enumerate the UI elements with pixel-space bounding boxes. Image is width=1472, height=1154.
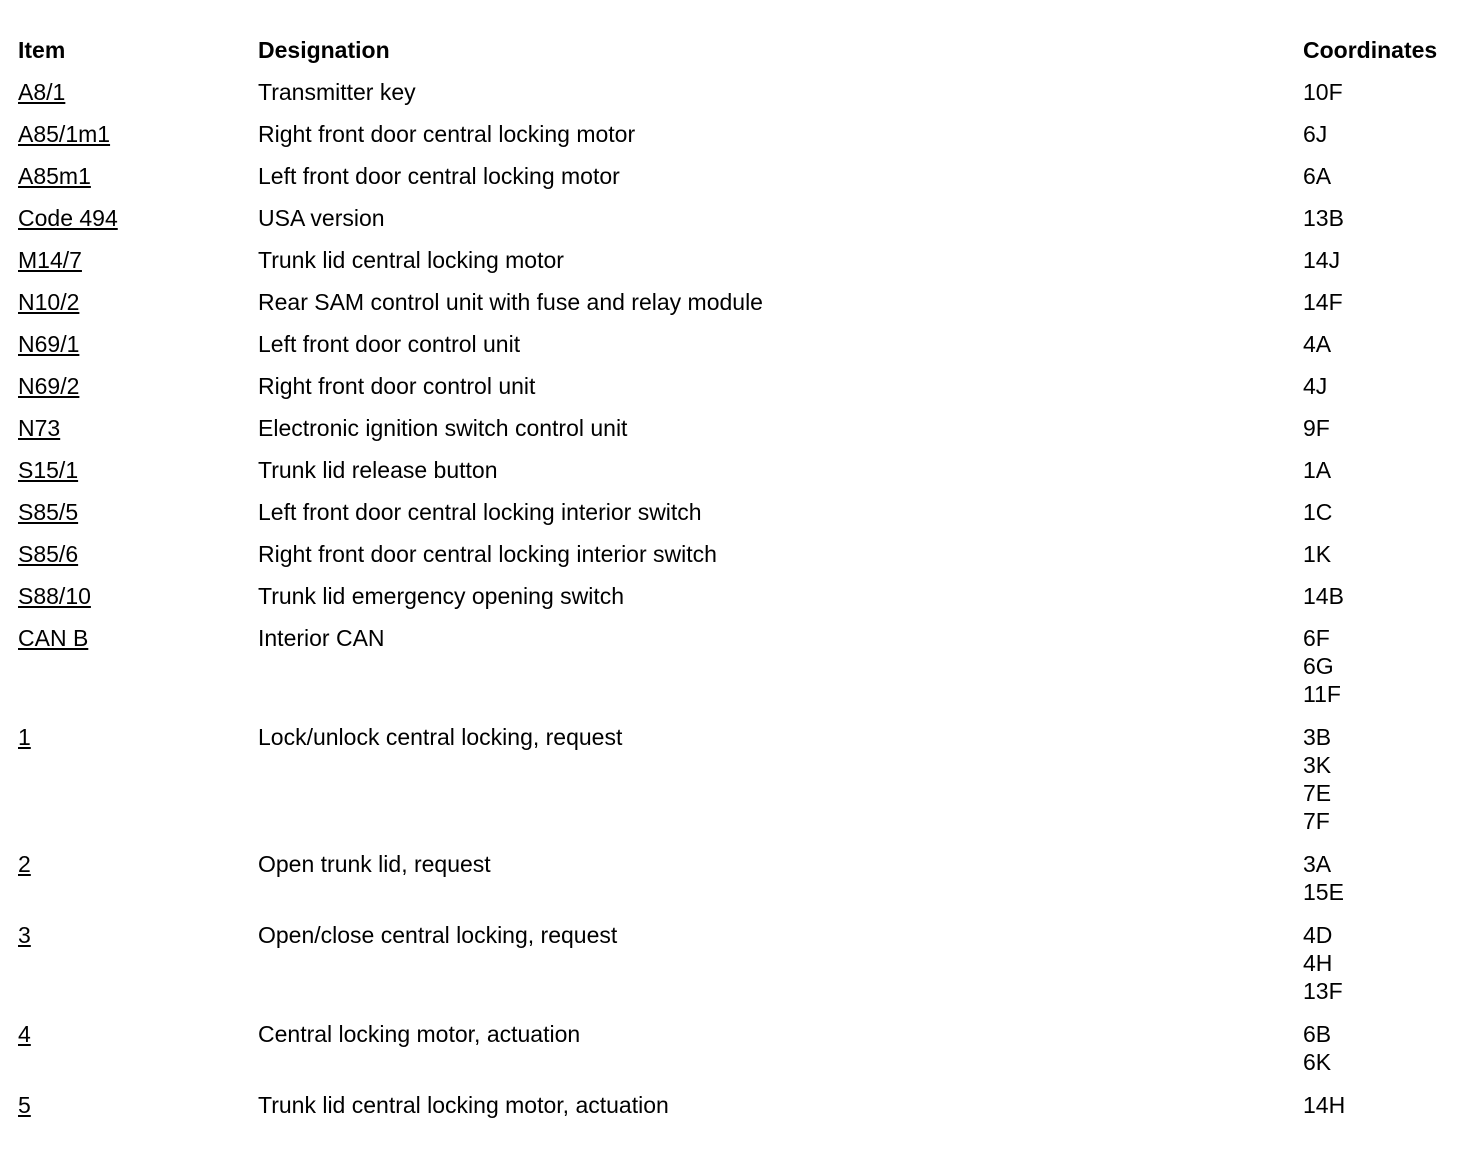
coordinate-value: 10F [1303,79,1343,105]
designation-cell: Open trunk lid, request [258,851,491,877]
designation-cell: Electronic ignition switch control unit [258,415,628,441]
legend-row [18,456,1458,484]
designation-cell: Left front door central locking motor [258,163,620,189]
legend-row [18,850,1458,906]
coordinates-cell [1303,288,1458,316]
item-cell [18,456,258,484]
legend-row [18,540,1458,568]
designation-cell: Trunk lid central locking motor, actuation [258,1092,669,1118]
item-cell [18,1020,258,1048]
coordinates-cell [1303,921,1458,1005]
coordinate-value: 14F [1303,289,1343,315]
item-cell [18,624,258,652]
item-cell [18,921,258,949]
coordinates-cell [1303,540,1458,568]
legend-rows [18,78,1458,1119]
designation-cell: Left front door central locking interior switch [258,499,702,525]
item-link[interactable]: A8/1 [18,79,66,105]
legend-row [18,498,1458,526]
coordinates-cell [1303,78,1458,106]
coordinate-value: 7E [1303,780,1332,806]
coordinate-value: 4H [1303,950,1333,976]
designation-cell: Open/close central locking, request [258,922,618,948]
item-cell [18,288,258,316]
coordinate-value: 11F [1303,681,1341,707]
item-link[interactable]: 1 [18,724,31,750]
coordinate-value: 14H [1303,1092,1346,1118]
coordinate-value: 15E [1303,879,1344,905]
legend-row [18,162,1458,190]
legend-row [18,204,1458,232]
item-link[interactable]: 2 [18,851,31,877]
coordinates-cell [1303,1091,1458,1119]
designation-cell: Rear SAM control unit with fuse and relay module [258,289,763,315]
legend-row [18,414,1458,442]
coordinates-cell [1303,723,1458,835]
item-cell [18,246,258,274]
coordinates-cell [1303,624,1458,708]
item-cell [18,850,258,878]
designation-cell: Interior CAN [258,625,385,651]
coordinate-value: 6J [1303,121,1328,147]
coordinates-cell [1303,372,1458,400]
coordinate-value: 6K [1303,1049,1332,1075]
item-cell [18,414,258,442]
item-cell [18,372,258,400]
coordinate-value: 4J [1303,373,1328,399]
coordinates-cell [1303,120,1458,148]
item-link[interactable]: M14/7 [18,247,82,273]
item-link[interactable]: N69/2 [18,373,80,399]
legend-row [18,120,1458,148]
coordinates-cell [1303,850,1458,906]
coordinates-cell [1303,246,1458,274]
coordinate-value: 14B [1303,583,1344,609]
coordinates-cell [1303,330,1458,358]
item-link[interactable]: N73 [18,415,61,441]
coordinate-value: 6F [1303,625,1330,651]
item-cell [18,540,258,568]
item-link[interactable]: 3 [18,922,31,948]
designation-cell: Trunk lid emergency opening switch [258,583,625,609]
legend-row [18,78,1458,106]
legend-row [18,330,1458,358]
legend-row [18,723,1458,835]
coordinate-value: 1K [1303,541,1332,567]
item-cell [18,582,258,610]
item-link[interactable]: 5 [18,1092,31,1118]
designation-cell: Central locking motor, actuation [258,1021,581,1047]
legend-row [18,372,1458,400]
legend-row [18,246,1458,274]
coordinate-value: 3K [1303,752,1332,778]
item-cell [18,204,258,232]
coordinate-value: 14J [1303,247,1341,273]
designation-cell: Trunk lid release button [258,457,498,483]
coordinate-value: 4A [1303,331,1332,357]
coordinates-cell [1303,414,1458,442]
coordinates-cell [1303,582,1458,610]
header-item: Item [18,37,66,63]
coordinate-value: 3A [1303,851,1332,877]
coordinate-value: 1A [1303,457,1332,483]
item-cell [18,162,258,190]
designation-cell: Trunk lid central locking motor [258,247,564,273]
coordinates-cell [1303,456,1458,484]
item-link[interactable]: S85/6 [18,541,79,567]
coordinates-cell [1303,162,1458,190]
item-cell [18,78,258,106]
coordinate-value: 3B [1303,724,1332,750]
designation-cell: Right front door control unit [258,373,536,399]
item-link[interactable]: 4 [18,1021,31,1047]
coordinate-value: 13B [1303,205,1344,231]
item-link[interactable]: S88/10 [18,583,91,609]
header-coordinates: Coordinates [1303,37,1438,63]
coordinate-value: 6B [1303,1021,1332,1047]
legend-row [18,582,1458,610]
item-cell [18,723,258,751]
item-link[interactable]: CAN B [18,625,89,651]
item-cell [18,498,258,526]
coordinates-cell [1303,1020,1458,1076]
coordinate-value: 4D [1303,922,1333,948]
legend-header-row [18,36,1458,78]
item-link[interactable]: Code 494 [18,205,118,231]
legend-row [18,1091,1458,1119]
coordinate-value: 13F [1303,978,1343,1004]
item-link[interactable]: A85/1m1 [18,121,111,147]
item-link[interactable]: S15/1 [18,457,79,483]
item-cell [18,1091,258,1119]
coordinates-cell [1303,498,1458,526]
legend-table [18,36,1458,1133]
coordinate-value: 7F [1303,808,1330,834]
designation-cell: Left front door control unit [258,331,521,357]
item-link[interactable]: N10/2 [18,289,80,315]
item-link[interactable]: A85m1 [18,163,91,189]
item-link[interactable]: N69/1 [18,331,80,357]
legend-row [18,288,1458,316]
legend-row [18,624,1458,708]
legend-row [18,921,1458,1005]
designation-cell: Transmitter key [258,79,416,105]
designation-cell: Right front door central locking motor [258,121,636,147]
designation-cell: USA version [258,205,385,231]
coordinate-value: 6A [1303,163,1332,189]
header-designation: Designation [258,37,390,63]
designation-cell: Lock/unlock central locking, request [258,724,623,750]
legend-row [18,1020,1458,1076]
coordinate-value: 6G [1303,653,1334,679]
coordinate-value: 1C [1303,499,1333,525]
item-cell [18,120,258,148]
designation-cell: Right front door central locking interior switch [258,541,717,567]
item-cell [18,330,258,358]
item-link[interactable]: S85/5 [18,499,79,525]
coordinate-value: 9F [1303,415,1330,441]
coordinates-cell [1303,204,1458,232]
